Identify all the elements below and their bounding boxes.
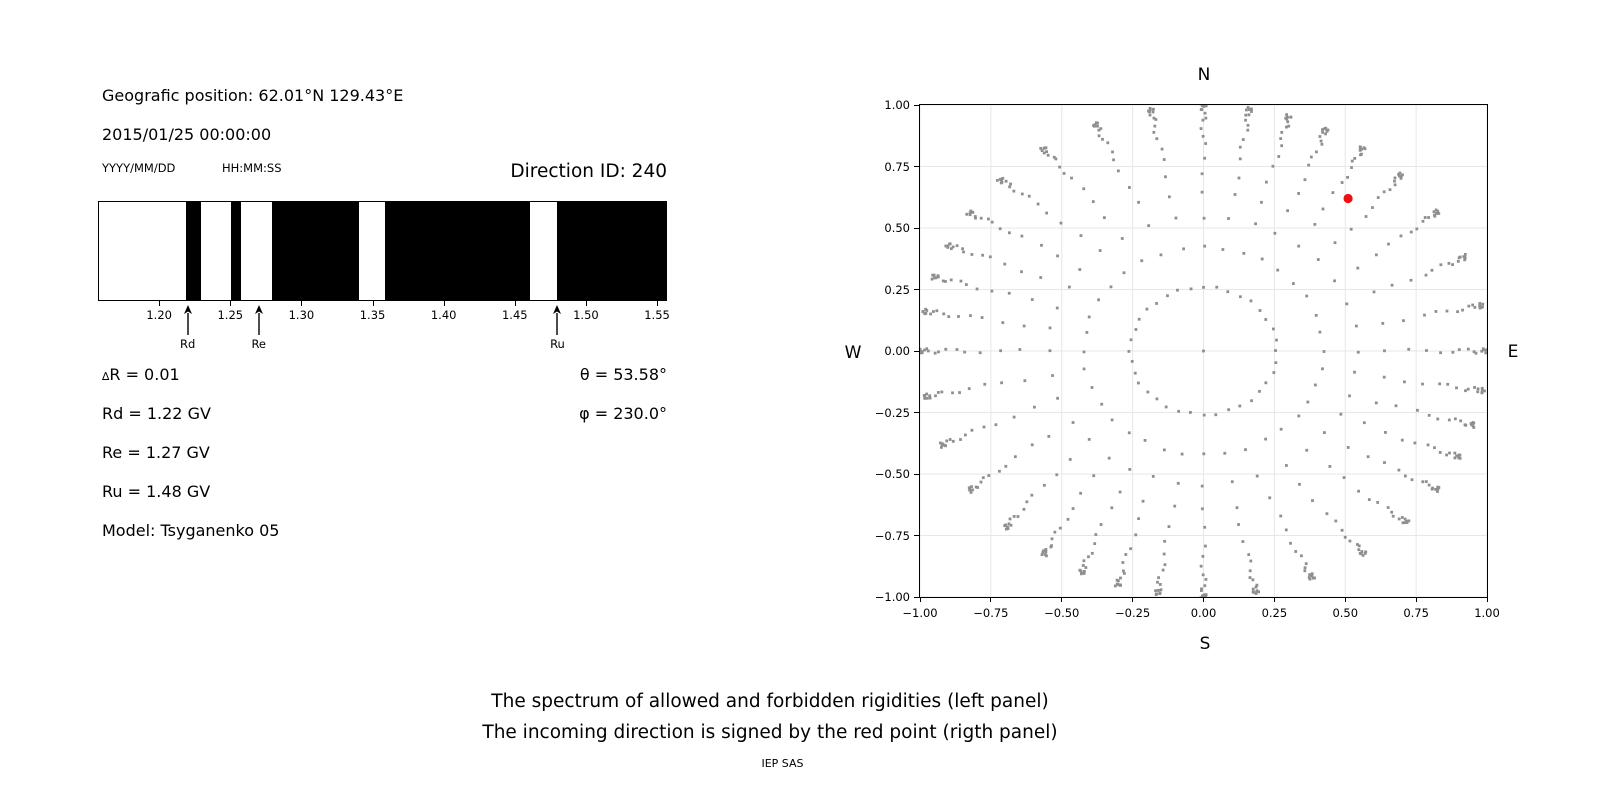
map-y-tick [914, 105, 919, 106]
map-x-tick [1274, 597, 1275, 602]
caption-line-1: The spectrum of allowed and forbidden rigidities (left panel) [491, 691, 1049, 712]
allowed-rigidity-band [231, 202, 242, 300]
ru-value: Ru = 1.48 GV [102, 482, 211, 501]
spectrum-axis-tick [657, 301, 658, 306]
map-y-tick [914, 228, 919, 229]
direction-map-scatter [920, 105, 1487, 597]
up-arrow-icon [182, 305, 194, 335]
rd-value: Rd = 1.22 GV [102, 404, 211, 423]
spectrum-axis-tick-label: 1.25 [217, 308, 244, 322]
map-y-tick-label: 0.50 [884, 221, 910, 235]
compass-west-label: W [844, 343, 862, 363]
map-x-tick-label: −0.75 [973, 606, 1009, 620]
cutoff-marker-rd [180, 305, 196, 351]
map-x-tick [1132, 597, 1133, 602]
map-x-tick-label: 0.00 [1190, 606, 1217, 620]
direction-map-plot [844, 65, 1519, 654]
spectrum-axis-tick-label: 1.40 [430, 308, 457, 322]
time-format-label: HH:MM:SS [222, 161, 282, 175]
cutoff-marker-label: Re [251, 337, 267, 351]
spectrum-axis-tick [230, 301, 231, 306]
map-x-tick-label: 0.75 [1403, 606, 1429, 620]
geographic-position-text: Geografic position: 62.01°N 129.43°E [102, 86, 404, 105]
map-y-tick-label: −0.75 [874, 528, 910, 543]
up-arrow-icon [551, 305, 563, 335]
map-y-tick-label: 0.25 [884, 282, 910, 297]
map-y-tick-label: −0.25 [874, 405, 910, 420]
rigidity-spectrum-plot [98, 201, 667, 301]
incoming-direction-red-point [1343, 194, 1352, 203]
spectrum-axis-tick-label: 1.50 [573, 308, 599, 322]
compass-east-label: E [1507, 342, 1519, 362]
map-y-tick [914, 351, 919, 352]
map-x-tick-label: 0.50 [1332, 606, 1359, 620]
model-label: Model: Tsyganenko 05 [102, 521, 280, 540]
compass-north-label: N [1197, 65, 1211, 85]
map-y-tick-label: 1.00 [884, 98, 910, 112]
spectrum-axis-tick-label: 1.45 [501, 308, 528, 322]
map-x-tick-label: 1.00 [1474, 606, 1500, 620]
spectrum-axis-tick [159, 301, 160, 306]
re-value: Re = 1.27 GV [102, 443, 210, 462]
spectrum-axis-tick [444, 301, 445, 306]
map-y-tick-label: 0.75 [884, 159, 910, 174]
map-x-tick-label: −0.50 [1044, 606, 1080, 620]
map-y-tick [914, 474, 919, 475]
caption-line-2: The incoming direction is signed by the red point (rigth panel) [482, 722, 1058, 743]
map-y-tick [914, 412, 919, 413]
spectrum-axis-tick [373, 301, 374, 306]
rigidity-spectrum-axis [98, 301, 670, 361]
map-y-tick-label: 0.00 [884, 344, 910, 358]
map-y-tick [914, 166, 919, 167]
allowed-rigidity-band [272, 202, 359, 300]
map-x-tick-label: −0.25 [1115, 606, 1151, 620]
spectrum-axis-tick-label: 1.55 [644, 308, 670, 322]
direction-id-title: Direction ID: 240 [510, 161, 667, 182]
cutoff-marker-ru [549, 305, 565, 351]
map-y-tick [914, 535, 919, 536]
map-y-tick [914, 597, 919, 598]
cutoff-marker-label: Rd [179, 337, 196, 351]
datetime-text: 2015/01/25 00:00:00 [102, 125, 272, 144]
phi-value: φ = 230.0° [579, 404, 667, 423]
allowed-rigidity-band [385, 202, 530, 300]
date-format-label: YYYY/MM/DD [102, 161, 176, 175]
map-x-tick [920, 597, 921, 602]
allowed-rigidity-band [186, 202, 201, 300]
theta-value: θ = 53.58° [579, 365, 667, 384]
map-y-tick-label: −1.00 [874, 590, 910, 604]
map-x-tick-label: 0.25 [1261, 606, 1288, 620]
up-arrow-icon [253, 305, 265, 335]
cutoff-marker-label: Ru [550, 337, 565, 351]
allowed-rigidity-band [557, 202, 666, 300]
map-x-tick [1203, 597, 1204, 602]
spectrum-axis-tick [301, 301, 302, 306]
map-x-tick [1416, 597, 1417, 602]
credit-label: IEP SAS [761, 757, 804, 770]
spectrum-axis-tick-label: 1.20 [146, 308, 172, 322]
cutoff-marker-re [251, 305, 267, 351]
map-x-tick [1487, 597, 1488, 602]
map-y-tick [914, 289, 919, 290]
map-x-tick [990, 597, 991, 602]
compass-south-label: S [1199, 634, 1211, 654]
map-y-tick-label: −0.50 [874, 467, 910, 481]
spectrum-axis-tick-label: 1.30 [288, 308, 315, 322]
spectrum-axis-tick [586, 301, 587, 306]
map-x-tick [1345, 597, 1346, 602]
spectrum-axis-tick [515, 301, 516, 306]
map-x-tick-label: −1.00 [902, 606, 938, 620]
spectrum-axis-tick-label: 1.35 [359, 308, 386, 322]
delta-r-value: ∆R = 0.01 [102, 365, 180, 384]
map-x-tick [1061, 597, 1062, 602]
